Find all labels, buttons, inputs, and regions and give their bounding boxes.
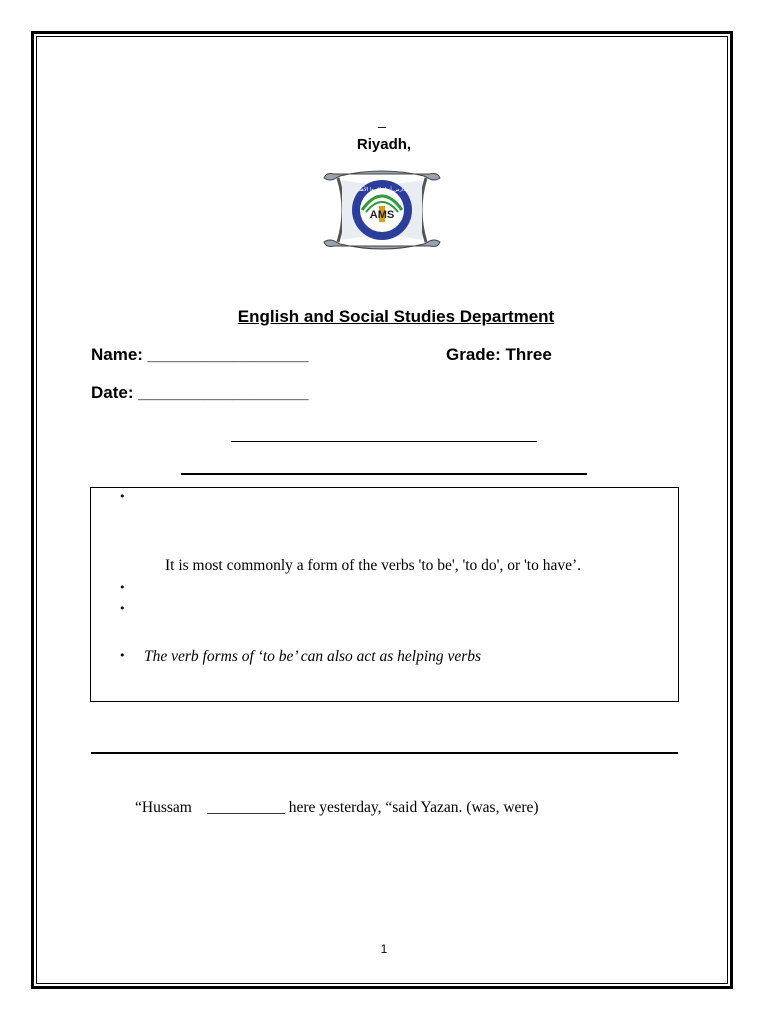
page-number: 1 xyxy=(380,942,388,956)
explanation-box xyxy=(90,487,679,702)
blank-line-long xyxy=(181,473,587,475)
bullet-3: • xyxy=(119,602,126,615)
bullet-2: • xyxy=(119,581,126,594)
department-title: English and Social Studies Department xyxy=(237,307,555,326)
name-field: Name: _________________ xyxy=(91,345,309,364)
bullet-1: • xyxy=(119,490,126,503)
date-field: Date: __________________ xyxy=(91,383,309,402)
bullet-4: • xyxy=(119,649,126,662)
city-name: Riyadh, xyxy=(356,136,412,153)
section-divider xyxy=(91,752,678,754)
explanation-line-1: It is most commonly a form of the verbs 'to be', 'to do', or 'to have’. xyxy=(165,557,582,574)
grade-label: Grade: Three xyxy=(446,345,552,364)
logo-ring-text: مدارس أنوار الصفا الأهلية xyxy=(355,187,409,193)
exercise-sentence: “Hussam __________ here yesterday, “said Yazan. (was, were) xyxy=(135,799,539,816)
logo-text: AMS xyxy=(369,209,395,221)
header-dash: _ xyxy=(378,112,386,128)
explanation-line-2: The verb forms of ‘to be’ can also act as helping verbs xyxy=(144,648,482,665)
school-logo-graphic xyxy=(312,162,452,258)
blank-line-short xyxy=(231,441,537,442)
school-logo xyxy=(312,162,452,258)
